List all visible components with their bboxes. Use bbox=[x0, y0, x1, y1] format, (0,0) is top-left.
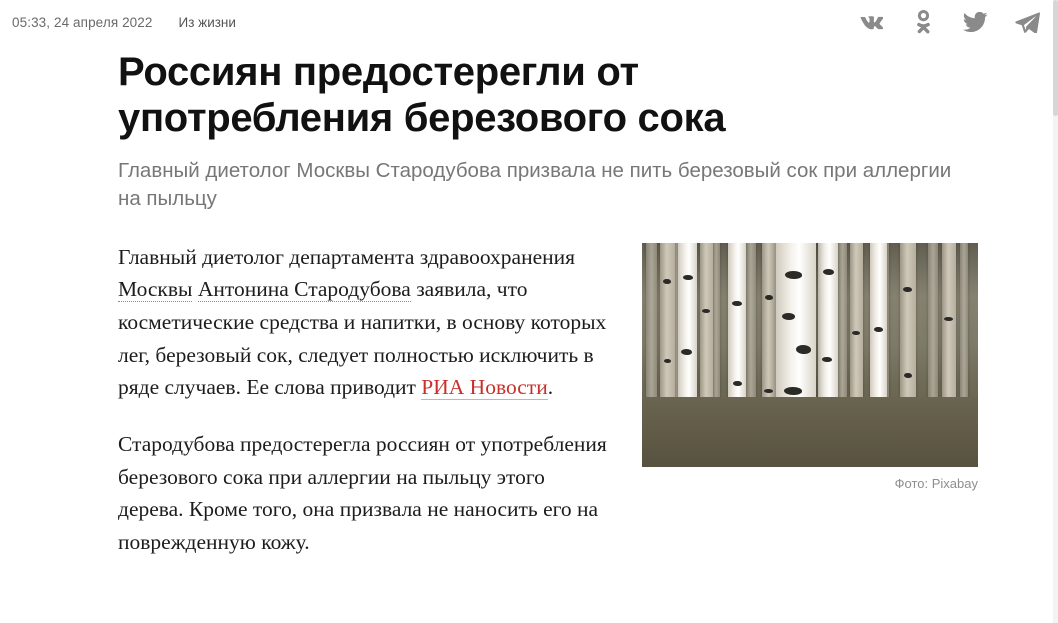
odnoklassniki-icon[interactable] bbox=[910, 9, 936, 35]
paragraph-1-text-part-1: Главный диетолог департамента здравоохранения bbox=[118, 244, 576, 269]
paragraph-1-text-part-3: заявила, что косметические средства и напитки, в основу которых лег, березовый сок, следует полностью исключить в ряде случаев. Ее слова приводит bbox=[118, 277, 607, 400]
rubric-link[interactable]: Из жизни bbox=[178, 14, 236, 30]
link-ria-novosti[interactable]: РИА Новости bbox=[421, 375, 548, 400]
paragraph-1-text-part-4: . bbox=[547, 375, 554, 400]
page-scrollbar[interactable] bbox=[1053, 0, 1058, 623]
article-meta bbox=[12, 15, 236, 30]
telegram-icon[interactable] bbox=[1014, 9, 1040, 35]
article-paragraph-1 bbox=[118, 241, 618, 404]
page-title: Россиян предостерегли от употребления березового сока bbox=[118, 50, 726, 140]
article-subheadline: Главный диетолог Москвы Стародубова призвала не пить березовый сок при аллергии на пыльцу bbox=[118, 159, 952, 210]
publish-timestamp: 05:33, 24 апреля 2022 bbox=[12, 14, 153, 30]
link-antonina-starodubova[interactable]: Антонина Стародубова bbox=[197, 277, 411, 302]
article-body bbox=[0, 44, 1058, 559]
article-figure bbox=[642, 243, 978, 491]
twitter-icon[interactable] bbox=[962, 9, 988, 35]
photo-credit: Фото: Pixabay bbox=[894, 475, 978, 491]
birch-forest-photo bbox=[642, 243, 978, 467]
article-paragraph-2: Стародубова предостерегла россиян от употребления березового сока при аллергии на пыльцу этого дерева. Кроме того, она призвала не наносить его на поврежденную кожу. bbox=[118, 431, 607, 554]
vk-icon[interactable] bbox=[858, 9, 884, 35]
share-buttons bbox=[858, 9, 1044, 35]
article-topbar bbox=[0, 0, 1058, 44]
link-moscow[interactable]: Москвы bbox=[118, 277, 193, 302]
